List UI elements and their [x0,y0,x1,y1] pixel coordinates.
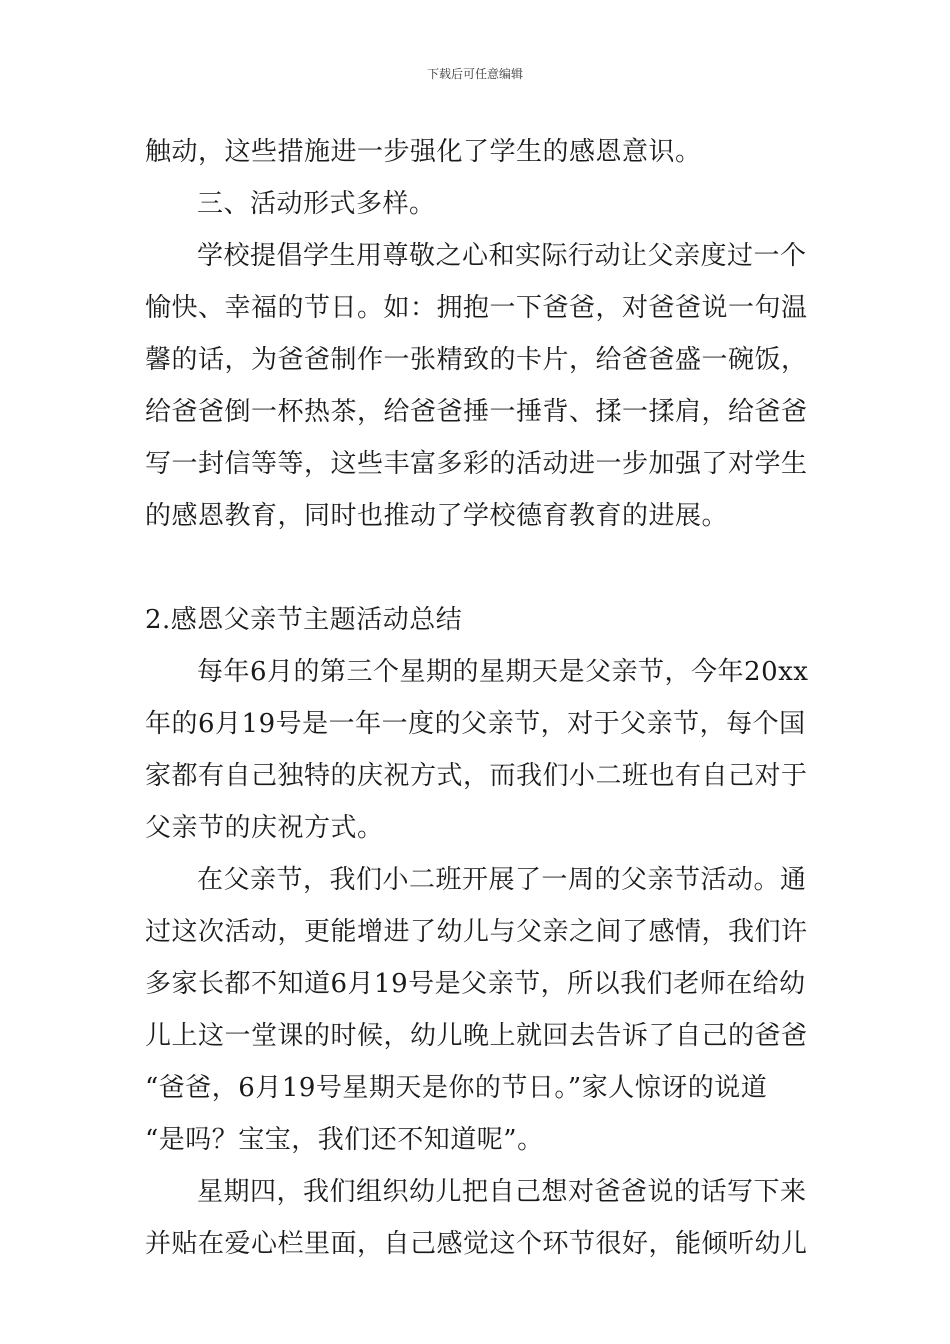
page-header: 下载后可任意编辑 [426,67,523,81]
text-line: 触动，这些措施进一步强化了学生的感恩意识。 [145,137,702,167]
text-line: “爸爸，6月19号星期天是你的节日。”家人惊讶的说道 [145,1073,768,1103]
text-line: 写一封信等等，这些丰富多彩的活动进一步加强了对学生 [145,449,808,479]
text-line: 愉快、幸福的节日。如：拥抱一下爸爸，对爸爸说一句温 [145,293,808,323]
text-line: 儿上这一堂课的时候，幼儿晚上就回去告诉了自己的爸爸 [145,1021,808,1051]
text-line: 的感恩教育，同时也推动了学校德育教育的进展。 [145,501,729,531]
article-title: 2.感恩父亲节主题活动总结 [145,605,463,635]
text-line: 学校提倡学生用尊敬之心和实际行动让父亲度过一个 [197,241,807,271]
text-line: 多家长都不知道6月19号是父亲节，所以我们老师在给幼 [145,969,806,999]
section-heading: 三、活动形式多样。 [197,189,436,219]
text-line: 年的6月19号是一年一度的父亲节，对于父亲节，每个国 [145,709,806,739]
paragraph-gap [145,542,815,594]
text-line: 在父亲节，我们小二班开展了一周的父亲节活动。通 [197,865,807,895]
text-line: 过这次活动，更能增进了幼儿与父亲之间了感情，我们许 [145,917,808,947]
text-line: 星期四，我们组织幼儿把自己想对爸爸说的话写下来 [197,1177,807,1207]
text-line: “是吗？宝宝，我们还不知道呢”。 [145,1125,544,1155]
text-line: 馨的话，为爸爸制作一张精致的卡片，给爸爸盛一碗饭， [145,345,808,375]
text-line: 并贴在爱心栏里面，自己感觉这个环节很好，能倾听幼儿 [145,1229,808,1259]
document-body [145,126,815,1270]
text-line: 父亲节的庆祝方式。 [145,813,384,843]
text-line: 家都有自己独特的庆祝方式，而我们小二班也有自己对于 [145,761,808,791]
text-line: 每年6月的第三个星期的星期天是父亲节，今年20xx [197,657,809,687]
text-line: 给爸爸倒一杯热茶，给爸爸捶一捶背、揉一揉肩，给爸爸 [145,397,808,427]
